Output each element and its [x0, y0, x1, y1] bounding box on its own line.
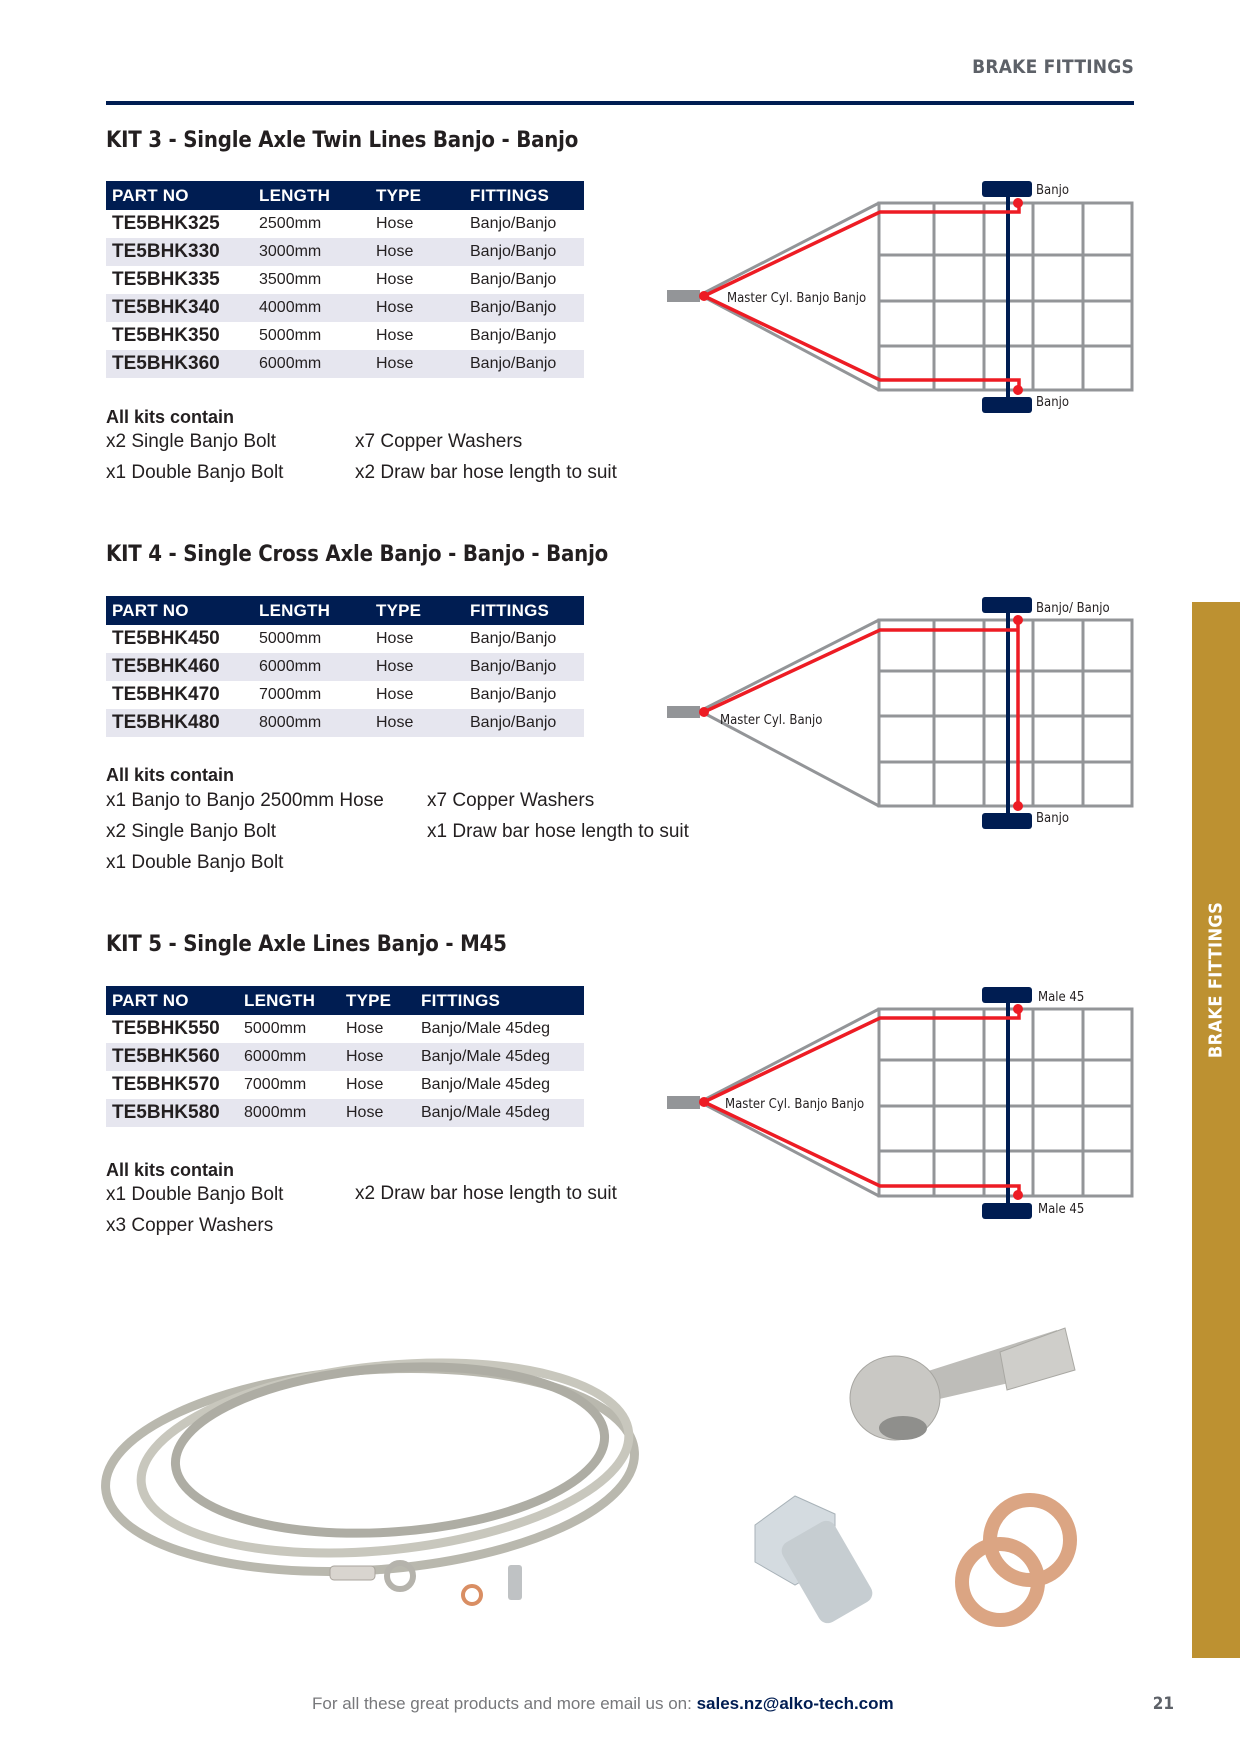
part-no: TE5BHK360 [106, 350, 253, 378]
kit-4-contains-item: x2 Single Banjo Bolt [106, 821, 277, 842]
master-label: Master Cyl. Banjo Banjo [725, 1097, 865, 1112]
type: Hose [376, 271, 414, 288]
table-row [106, 350, 584, 378]
col-length: LENGTH [238, 986, 340, 1015]
banjo-bolt [755, 1496, 876, 1627]
table-row [106, 266, 584, 294]
type: Hose [370, 294, 464, 322]
drawbar-coupling [667, 290, 700, 302]
wheel-bottom [982, 813, 1032, 829]
kit-5-contains-item: x2 Draw bar hose length to suit [355, 1183, 617, 1204]
table-row [106, 294, 584, 322]
length: 7000mm [244, 1076, 307, 1093]
fittings: Banjo/Male 45deg [421, 1076, 550, 1093]
fitting-point-bottom [1013, 1190, 1023, 1200]
banjo-point-top [1013, 615, 1023, 625]
part-no: TE5BHK480 [106, 709, 253, 737]
length: 5000mm [259, 327, 322, 344]
wheel-bottom [982, 1203, 1032, 1219]
part-no: TE5BHK560 [106, 1043, 238, 1071]
length: 3500mm [259, 271, 322, 288]
footer-text: For all these great products and more email us on: [312, 1694, 697, 1713]
fittings: Banjo/Banjo [464, 350, 584, 378]
kit-4-contains-heading: All kits contain [106, 765, 235, 785]
kit-3-contains-item: x1 Double Banjo Bolt [106, 462, 284, 483]
banjo-fitting [850, 1328, 1075, 1440]
type: Hose [340, 1043, 415, 1071]
type: Hose [340, 1099, 415, 1127]
type: Hose [370, 238, 464, 266]
table-row [106, 709, 584, 737]
wheel-top [982, 597, 1032, 613]
fittings: Banjo/Male 45deg [421, 1020, 550, 1037]
col-fittings: FITTINGS [464, 596, 584, 625]
header-rule [106, 101, 1134, 105]
length: 8000mm [253, 709, 370, 737]
length: 6000mm [238, 1043, 340, 1071]
table-row [106, 322, 584, 350]
table-row [106, 238, 584, 266]
copper-washer [463, 1586, 481, 1604]
bottom-fitting-label: Banjo [1036, 811, 1070, 826]
part-no: TE5BHK570 [112, 1074, 220, 1095]
braided-hose-photo [100, 1330, 680, 1650]
master-cylinder-point [699, 1097, 709, 1107]
bottom-fitting-label: Banjo [1036, 395, 1070, 410]
kit-3-brake-line-diagram [660, 170, 1140, 420]
top-fitting-label: Banjo/ Banjo [1036, 601, 1110, 616]
kit-4-contains-item: x1 Banjo to Banjo 2500mm Hose [106, 790, 384, 811]
side-tab-label: BRAKE FITTINGS [1205, 901, 1227, 1059]
length: 8000mm [238, 1099, 340, 1127]
part-no: TE5BHK450 [112, 628, 220, 649]
type: Hose [376, 327, 414, 344]
col-fittings: FITTINGS [415, 986, 584, 1015]
part-no: TE5BHK350 [112, 325, 220, 346]
table-row [106, 653, 584, 681]
type: Hose [376, 215, 414, 232]
master-cylinder-point [699, 707, 709, 717]
kit-3-contains-heading: All kits contain [106, 407, 235, 427]
table-row [106, 1043, 584, 1071]
fittings: Banjo/Banjo [470, 271, 557, 288]
table-header-row [106, 596, 584, 625]
part-no: TE5BHK325 [112, 213, 220, 234]
page-number: 21 [1152, 1694, 1174, 1714]
part-no: TE5BHK470 [112, 684, 220, 705]
length: 4000mm [253, 294, 370, 322]
kit-4-contains-item: x7 Copper Washers [427, 790, 595, 811]
bottom-fitting-label: Male 45 [1038, 1202, 1085, 1217]
kit-3-title: KIT 3 - Single Axle Twin Lines Banjo - Banjo [106, 128, 579, 153]
footer-email-link[interactable]: sales.nz@alko-tech.com [696, 1694, 894, 1713]
type: Hose [376, 630, 414, 647]
kit-4-contains-item: x1 Double Banjo Bolt [106, 852, 284, 873]
master-label: Master Cyl. Banjo Banjo [727, 291, 867, 306]
footer-contact [312, 1694, 894, 1714]
banjo-point-top [1013, 198, 1023, 208]
table-row [106, 210, 584, 238]
col-type: TYPE [370, 181, 464, 210]
table-header-row [106, 986, 584, 1015]
type: Hose [370, 709, 464, 737]
kit-3-table [106, 181, 584, 378]
part-no: TE5BHK580 [106, 1099, 238, 1127]
type: Hose [376, 686, 414, 703]
copper-washers [962, 1500, 1070, 1620]
col-type: TYPE [370, 596, 464, 625]
col-part-no: PART NO [106, 986, 238, 1015]
part-no: TE5BHK330 [106, 238, 253, 266]
fittings: Banjo/Banjo [464, 709, 584, 737]
part-no: TE5BHK460 [106, 653, 253, 681]
kit-5-contains-heading: All kits contain [106, 1160, 235, 1180]
length: 7000mm [259, 686, 322, 703]
length: 5000mm [244, 1020, 307, 1037]
wheel-bottom [982, 397, 1032, 413]
banjo-point-bottom [1013, 801, 1023, 811]
banjo-point-bottom [1013, 385, 1023, 395]
type: Hose [346, 1076, 384, 1093]
length: 6000mm [253, 350, 370, 378]
type: Hose [346, 1020, 384, 1037]
kit-3-contains-item: x7 Copper Washers [355, 431, 523, 452]
col-length: LENGTH [253, 596, 370, 625]
top-fitting-label: Male 45 [1038, 990, 1085, 1005]
banjo-bolt [508, 1565, 522, 1600]
kit-5-contains-item: x3 Copper Washers [106, 1215, 274, 1236]
col-length: LENGTH [253, 181, 370, 210]
master-label: Master Cyl. Banjo [720, 713, 823, 728]
section-side-tab [1192, 602, 1240, 1658]
master-cylinder-point [699, 291, 709, 301]
fittings: Banjo/Banjo [470, 686, 557, 703]
hose-crimp [330, 1566, 375, 1580]
type: Hose [370, 653, 464, 681]
wheel-top [982, 181, 1032, 197]
running-head-title: BRAKE FITTINGS [972, 56, 1134, 78]
col-part-no: PART NO [106, 596, 253, 625]
kit-5-brake-line-diagram [660, 975, 1140, 1225]
length: 3000mm [253, 238, 370, 266]
drawbar-coupling [667, 706, 700, 718]
kit-4-title: KIT 4 - Single Cross Axle Banjo - Banjo - Banjo [106, 542, 609, 567]
col-part-no: PART NO [106, 181, 253, 210]
kit-3-contains-item: x2 Single Banjo Bolt [106, 431, 277, 452]
kit-5-title: KIT 5 - Single Axle Lines Banjo - M45 [106, 932, 507, 957]
part-no: TE5BHK340 [106, 294, 253, 322]
table-header-row [106, 181, 584, 210]
drawbar-coupling [667, 1096, 700, 1109]
length: 2500mm [259, 215, 322, 232]
fittings: Banjo/Banjo [464, 294, 584, 322]
table-row [106, 625, 584, 653]
part-no: TE5BHK335 [112, 269, 220, 290]
fittings: Banjo/Male 45deg [415, 1099, 584, 1127]
table-row [106, 1015, 584, 1043]
fittings: Banjo/Banjo [464, 238, 584, 266]
length: 6000mm [253, 653, 370, 681]
fittings: Banjo/Male 45deg [415, 1043, 584, 1071]
table-row [106, 681, 584, 709]
kit-4-contains-item: x1 Draw bar hose length to suit [427, 821, 689, 842]
kit-5-table [106, 986, 584, 1127]
type: Hose [370, 350, 464, 378]
fittings: Banjo/Banjo [470, 630, 557, 647]
fittings: Banjo/Banjo [464, 653, 584, 681]
kit-5-contains-item: x1 Double Banjo Bolt [106, 1184, 284, 1205]
top-fitting-label: Banjo [1036, 183, 1070, 198]
fittings: Banjo/Banjo [470, 327, 557, 344]
wheel-top [982, 987, 1032, 1003]
length: 5000mm [259, 630, 322, 647]
table-row [106, 1099, 584, 1127]
fittings: Banjo/Banjo [470, 215, 557, 232]
fitting-point-top [1013, 1004, 1023, 1014]
kit-4-brake-line-diagram [660, 585, 1140, 835]
kit-3-contains-item: x2 Draw bar hose length to suit [355, 462, 617, 483]
part-no: TE5BHK550 [112, 1018, 220, 1039]
banjo-fittings-photo [735, 1300, 1135, 1630]
col-type: TYPE [340, 986, 415, 1015]
kit-4-table [106, 596, 584, 737]
table-row [106, 1071, 584, 1099]
col-fittings: FITTINGS [464, 181, 584, 210]
